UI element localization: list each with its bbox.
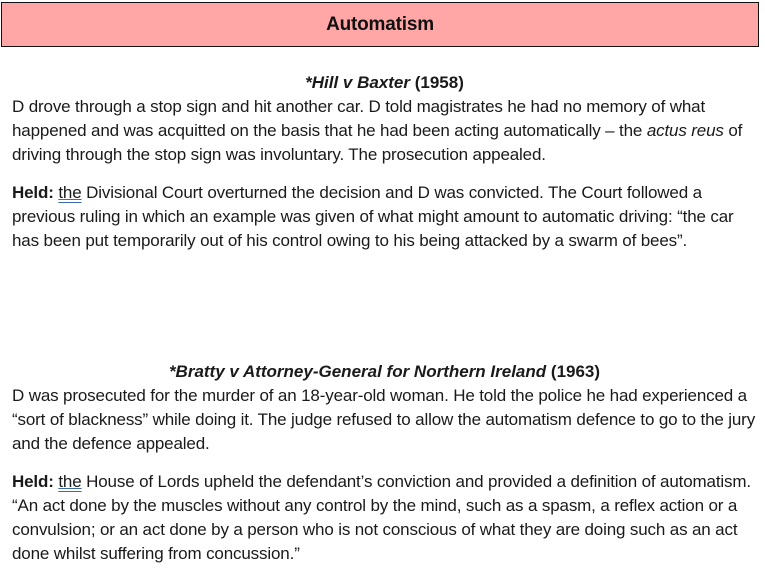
case-title <box>12 360 757 384</box>
case-hill-v-baxter <box>12 71 757 253</box>
latin-term: actus reus <box>646 121 724 140</box>
held-label: Held: <box>12 183 54 202</box>
case-held: Held: the Divisional Court overturned the decision and D was convicted. The Court followed a previous ruling in which an example was given of what might amount to automatic driving: “the car has been put temporarily out of his control owing to his being attacked by a swarm of bees”. <box>12 183 734 250</box>
case-facts: D was prosecuted for the murder of an 18-year-old woman. He told the police he had experienced a “sort of blackness” while doing it. The judge refused to allow the automatism defence to go to the jury and the defence appealed. <box>12 386 756 453</box>
case-bratty <box>12 360 757 566</box>
case-facts: D drove through a stop sign and hit another car. D told magistrates he had no memory of what happened and was acquitted on the basis that he had been acting automatically – the actus reus of driving through the stop sign was involuntary. The prosecution appealed. <box>12 97 743 164</box>
title-banner <box>1 2 759 47</box>
case-title <box>12 71 757 95</box>
case-year: (1963) <box>550 362 601 381</box>
case-held: Held: the House of Lords upheld the defendant’s conviction and provided a definition of automatism. “An act done by the muscles without any control by the mind, such as a spasm, a reflex action or a convulsion; or an act done by a person who is not conscious of what they are doing such as an act done whilst suffering from concussion.” <box>12 472 751 563</box>
held-label: Held: <box>12 472 54 491</box>
spellcheck-word: the <box>58 183 82 202</box>
case-name: *Bratty v Attorney-General for Northern Ireland <box>168 362 547 381</box>
case-name: *Hill v Baxter <box>305 73 410 92</box>
spellcheck-word: the <box>58 472 82 491</box>
page-title: Automatism <box>326 13 434 35</box>
case-year: (1958) <box>414 73 464 92</box>
